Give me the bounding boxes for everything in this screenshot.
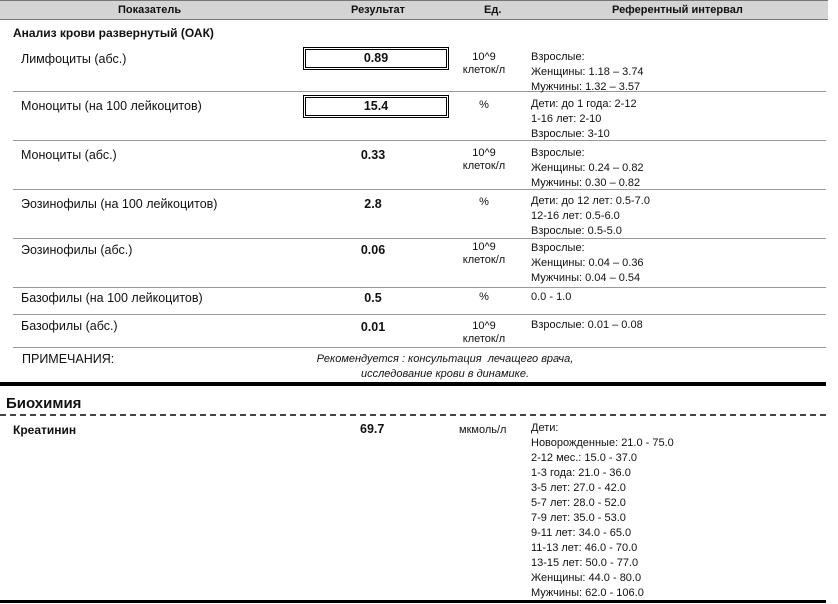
creatinine-name: Креатинин: [13, 423, 77, 437]
indicator-name: Базофилы (на 100 лейкоцитов): [21, 291, 203, 305]
table-row: [13, 91, 826, 141]
result-value: 0.33: [360, 148, 386, 162]
reference-interval: Взрослые: Женщины: 0.04 – 0.36 Мужчины: 0.04 – 0.54: [531, 242, 644, 284]
indicator-name: Эозинофилы (абс.): [21, 243, 133, 257]
result-value: 2.8: [364, 197, 382, 211]
table-row: [13, 238, 826, 288]
result-value: 0.89: [303, 47, 449, 70]
result-value: 0.01: [360, 320, 386, 334]
header-indicator: Показатель: [118, 4, 182, 16]
bottom-divider: [0, 600, 826, 603]
indicator-name: Моноциты (на 100 лейкоцитов): [21, 99, 202, 113]
indicator-name: Эозинофилы (на 100 лейкоцитов): [21, 197, 218, 211]
biochem-section-title: Биохимия: [6, 395, 82, 412]
notes-text: Рекомендуется : консультация лечащего врача, исследование крови в динамике.: [316, 353, 574, 380]
unit: 10^9 клеток/л: [462, 51, 506, 76]
table-header: [0, 0, 828, 20]
result-value: 15.4: [303, 95, 449, 118]
creatinine-reference: Дети: Новорожденные: 21.0 - 75.0 2-12 мес.: 15.0 - 37.0 1-3 года: 21.0 - 36.0 3-5 лет: 27.0 - 42.0 5-7 лет: 28.0 - 52.0 7-9 лет: 35.0 - 53.0 9-11 лет: 34.0 - 65.0 11-13 лет: 46.0 - 70.0 13-15 лет: 50.0 - 77.0 Женщины: 44.0 - 80.0 Мужчины: 62.0 - 106.0: [531, 422, 674, 599]
reference-interval: Дети: до 1 года: 2-12 1-16 лет: 2-10 Взрослые: 3-10: [531, 98, 637, 140]
cbc-section-title: Анализ крови развернутый (ОАК): [13, 26, 214, 40]
table-row: [13, 287, 826, 315]
creatinine-result: 69.7: [360, 422, 385, 436]
table-row: [13, 314, 826, 348]
reference-interval: 0.0 - 1.0: [531, 291, 572, 303]
indicator-name: Лимфоциты (абс.): [21, 52, 127, 66]
notes-label: ПРИМЕЧАНИЯ:: [22, 352, 115, 366]
indicator-name: Моноциты (абс.): [21, 148, 117, 162]
unit: 10^9 клеток/л: [462, 320, 506, 345]
reference-interval: Взрослые: Женщины: 1.18 – 3.74 Мужчины: 1.32 – 3.57: [531, 51, 644, 93]
unit: %: [479, 99, 489, 111]
result-value: 0.5: [364, 291, 382, 305]
header-result: Результат: [351, 4, 406, 16]
section-divider: [0, 382, 826, 386]
reference-interval: Дети: до 12 лет: 0.5-7.0 12-16 лет: 0.5-6.0 Взрослые: 0.5-5.0: [531, 195, 650, 237]
table-row: [13, 189, 826, 239]
header-unit: Ед.: [484, 4, 502, 16]
dashed-divider: [0, 414, 826, 416]
unit: %: [479, 196, 489, 208]
table-row: [13, 140, 826, 190]
unit: 10^9 клеток/л: [462, 241, 506, 266]
unit: 10^9 клеток/л: [462, 147, 506, 172]
creatinine-unit: мкмоль/л: [459, 424, 507, 436]
reference-interval: Взрослые: 0.01 – 0.08: [531, 319, 643, 331]
result-value: 0.06: [360, 243, 386, 257]
reference-interval: Взрослые: Женщины: 0.24 – 0.82 Мужчины: 0.30 – 0.82: [531, 147, 644, 189]
table-row: [13, 44, 826, 92]
indicator-name: Базофилы (абс.): [21, 319, 118, 333]
unit: %: [479, 291, 489, 303]
header-reference: Референтный интервал: [612, 4, 743, 16]
